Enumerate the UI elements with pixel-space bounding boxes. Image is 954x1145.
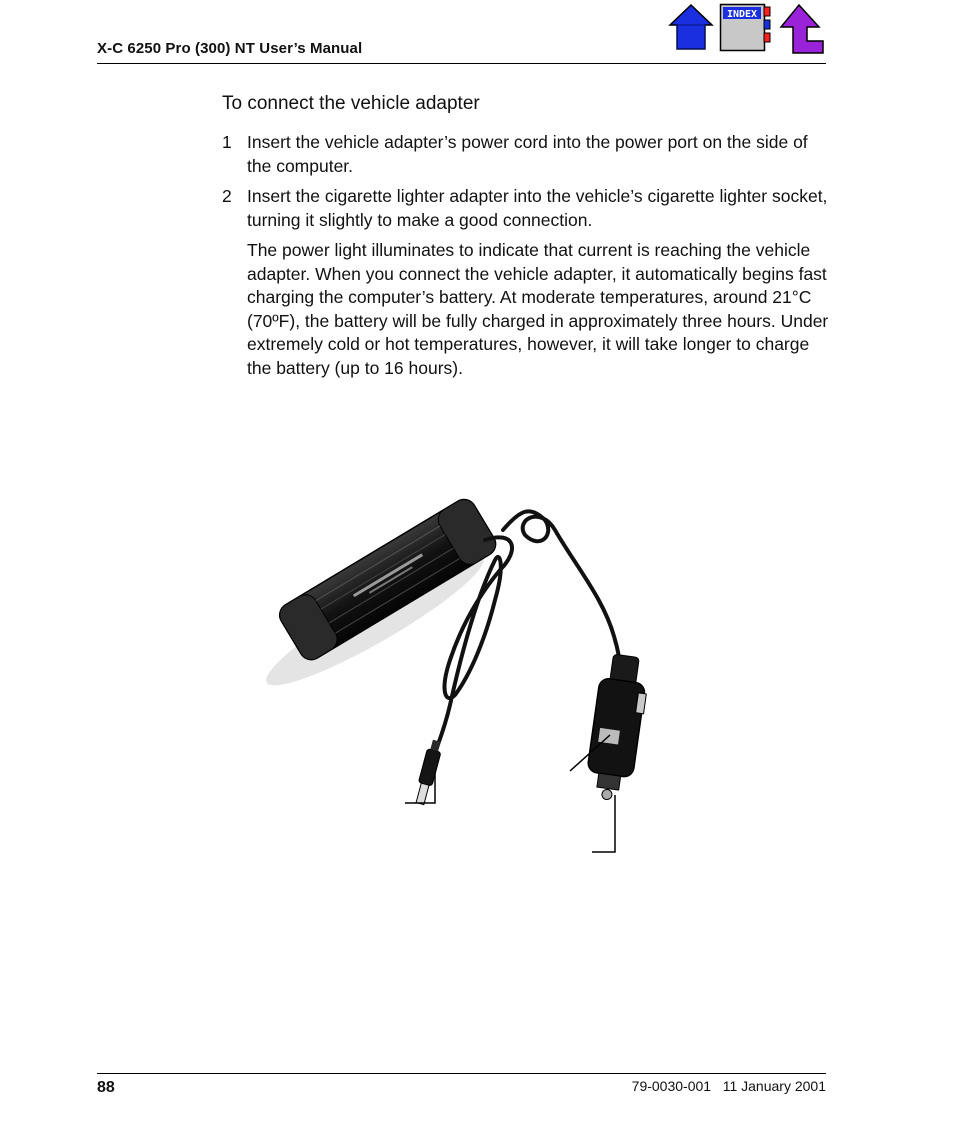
home-icon[interactable] (668, 3, 714, 51)
step-number: 1 (222, 132, 232, 152)
step-item (222, 131, 832, 178)
step-item (222, 185, 832, 232)
footer-rule (97, 1073, 826, 1074)
back-arrow-icon[interactable] (777, 3, 827, 55)
step-list (222, 131, 832, 239)
vehicle-adapter-photo (255, 490, 655, 860)
manual-title: X-C 6250 Pro (300) NT User’s Manual (97, 40, 363, 57)
step-text: Insert the vehicle adapter’s power cord into the power port on the side of the computer. (247, 132, 808, 176)
step-number: 2 (222, 186, 232, 206)
charging-note: The power light illuminates to indicate that current is reaching the vehicle adapter. When you connect the vehicle adapter, it automatically begins fast charging the computer’s battery. At moderate temperatures, around 21°C (70ºF), the battery will be fully charged in approximately three hours. Under extremely cold or hot temperatures, however, it will take longer to charge the battery (up to 16 hours). (247, 240, 829, 378)
index-icon[interactable] (719, 3, 771, 53)
step-text: Insert the cigarette lighter adapter into the vehicle’s cigarette lighter socket, turning it slightly to make a good connection. (247, 186, 828, 230)
document-reference: 79-0030-001 11 January 2001 (631, 1078, 826, 1094)
index-label: INDEX (726, 9, 758, 20)
section-heading: To connect the vehicle adapter (222, 93, 480, 114)
page-number: 88 (97, 1079, 115, 1096)
header-rule (97, 63, 826, 64)
